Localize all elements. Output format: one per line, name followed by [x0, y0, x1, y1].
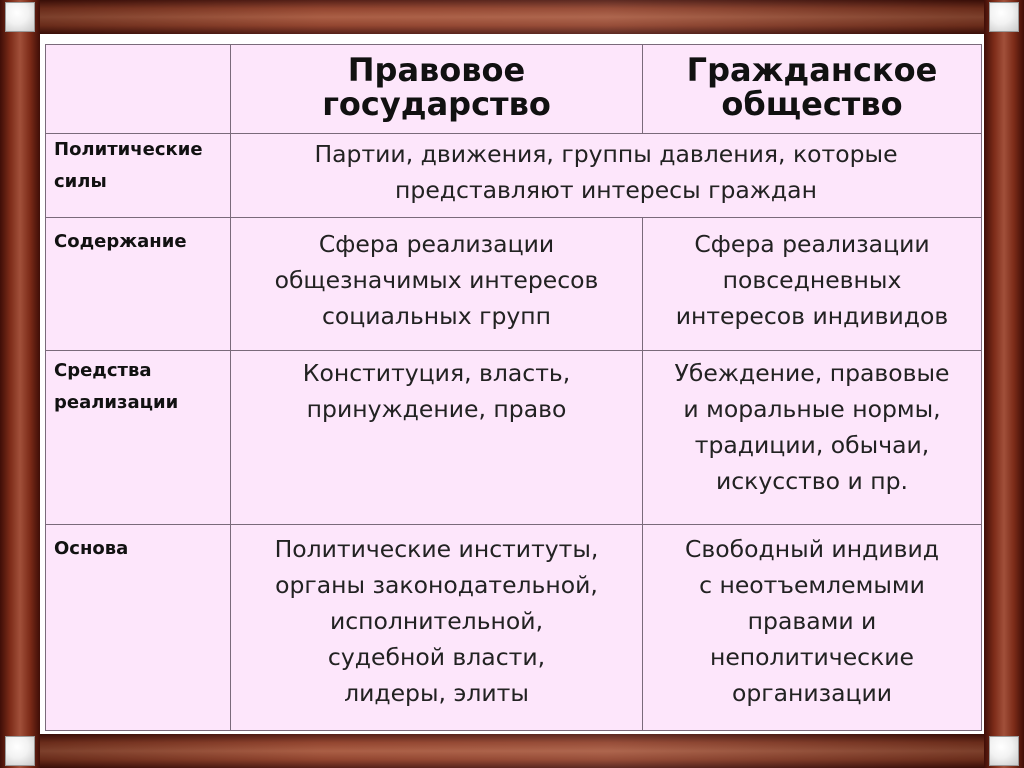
- row-label-line: Основа: [54, 538, 129, 559]
- table-cell: [643, 218, 982, 351]
- cell-line: Политические институты,: [274, 535, 599, 563]
- cell-line: Свободный индивид: [685, 535, 939, 563]
- table-cell: [643, 351, 982, 525]
- cell-line: с неотъемлемыми: [699, 571, 925, 599]
- merged-cell: [231, 134, 982, 218]
- cell-line: Конституция, власть,: [302, 359, 571, 387]
- frame-corner-knob: [5, 2, 35, 32]
- table-cell: [231, 351, 643, 525]
- row-label-cell: [46, 525, 231, 731]
- table-cell: [643, 525, 982, 731]
- comparison-table: [45, 44, 982, 731]
- cell-line: традиции, обычаи,: [694, 431, 930, 459]
- frame-corner-knob: [5, 736, 35, 766]
- table-row: [46, 218, 982, 351]
- header-line: государство: [322, 85, 551, 123]
- row-label-line: Политические: [54, 139, 203, 160]
- frame-bottom-bar: [0, 734, 1024, 768]
- table-row: [46, 134, 982, 218]
- cell-line: судебной власти,: [327, 643, 546, 671]
- content-panel: [40, 34, 984, 734]
- header-line: Гражданское: [686, 51, 938, 89]
- row-label-cell: [46, 218, 231, 351]
- cell-line: Партии, движения, группы давления, которые: [314, 140, 898, 168]
- cell-line: правами и: [747, 607, 877, 635]
- frame-corner-knob: [989, 2, 1019, 32]
- cell-line: исполнительной,: [329, 607, 544, 635]
- cell-line: социальных групп: [321, 302, 552, 330]
- cell-line: органы законодательной,: [275, 571, 598, 599]
- table-header-row: [46, 45, 982, 134]
- table-row: [46, 525, 982, 731]
- cell-line: искусство и пр.: [715, 467, 909, 495]
- frame-right-post: [984, 0, 1024, 768]
- row-label-cell: [46, 351, 231, 525]
- cell-line: лидеры, элиты: [344, 679, 529, 707]
- cell-line: повседневных: [722, 266, 902, 294]
- cell-line: организации: [731, 679, 893, 707]
- cell-line: принуждение, право: [306, 395, 567, 423]
- header-line: Правовое: [347, 51, 526, 89]
- header-cell-rule-of-law-state: [231, 45, 643, 134]
- table-cell: [231, 218, 643, 351]
- cell-line: и моральные нормы,: [683, 395, 941, 423]
- cell-line: представляют интересы граждан: [395, 176, 817, 204]
- row-label-line: реализации: [54, 392, 179, 413]
- table-cell: [231, 525, 643, 731]
- frame-top-bar: [0, 0, 1024, 34]
- header-line: общество: [721, 85, 903, 123]
- row-label-cell: [46, 134, 231, 218]
- cell-line: Сфера реализации: [694, 230, 930, 258]
- corner-cell: [46, 45, 231, 134]
- header-cell-civil-society: [643, 45, 982, 134]
- row-label-line: Содержание: [54, 231, 187, 252]
- frame-left-post: [0, 0, 40, 768]
- frame-corner-knob: [989, 736, 1019, 766]
- row-label-line: Средства: [54, 360, 152, 381]
- cell-line: неполитические: [709, 643, 914, 671]
- row-label-line: силы: [54, 171, 107, 192]
- table-row: [46, 351, 982, 525]
- cell-line: Убеждение, правовые: [674, 359, 950, 387]
- cell-line: общезначимых интересов: [274, 266, 599, 294]
- cell-line: Сфера реализации: [318, 230, 555, 258]
- cell-line: интересов индивидов: [675, 302, 949, 330]
